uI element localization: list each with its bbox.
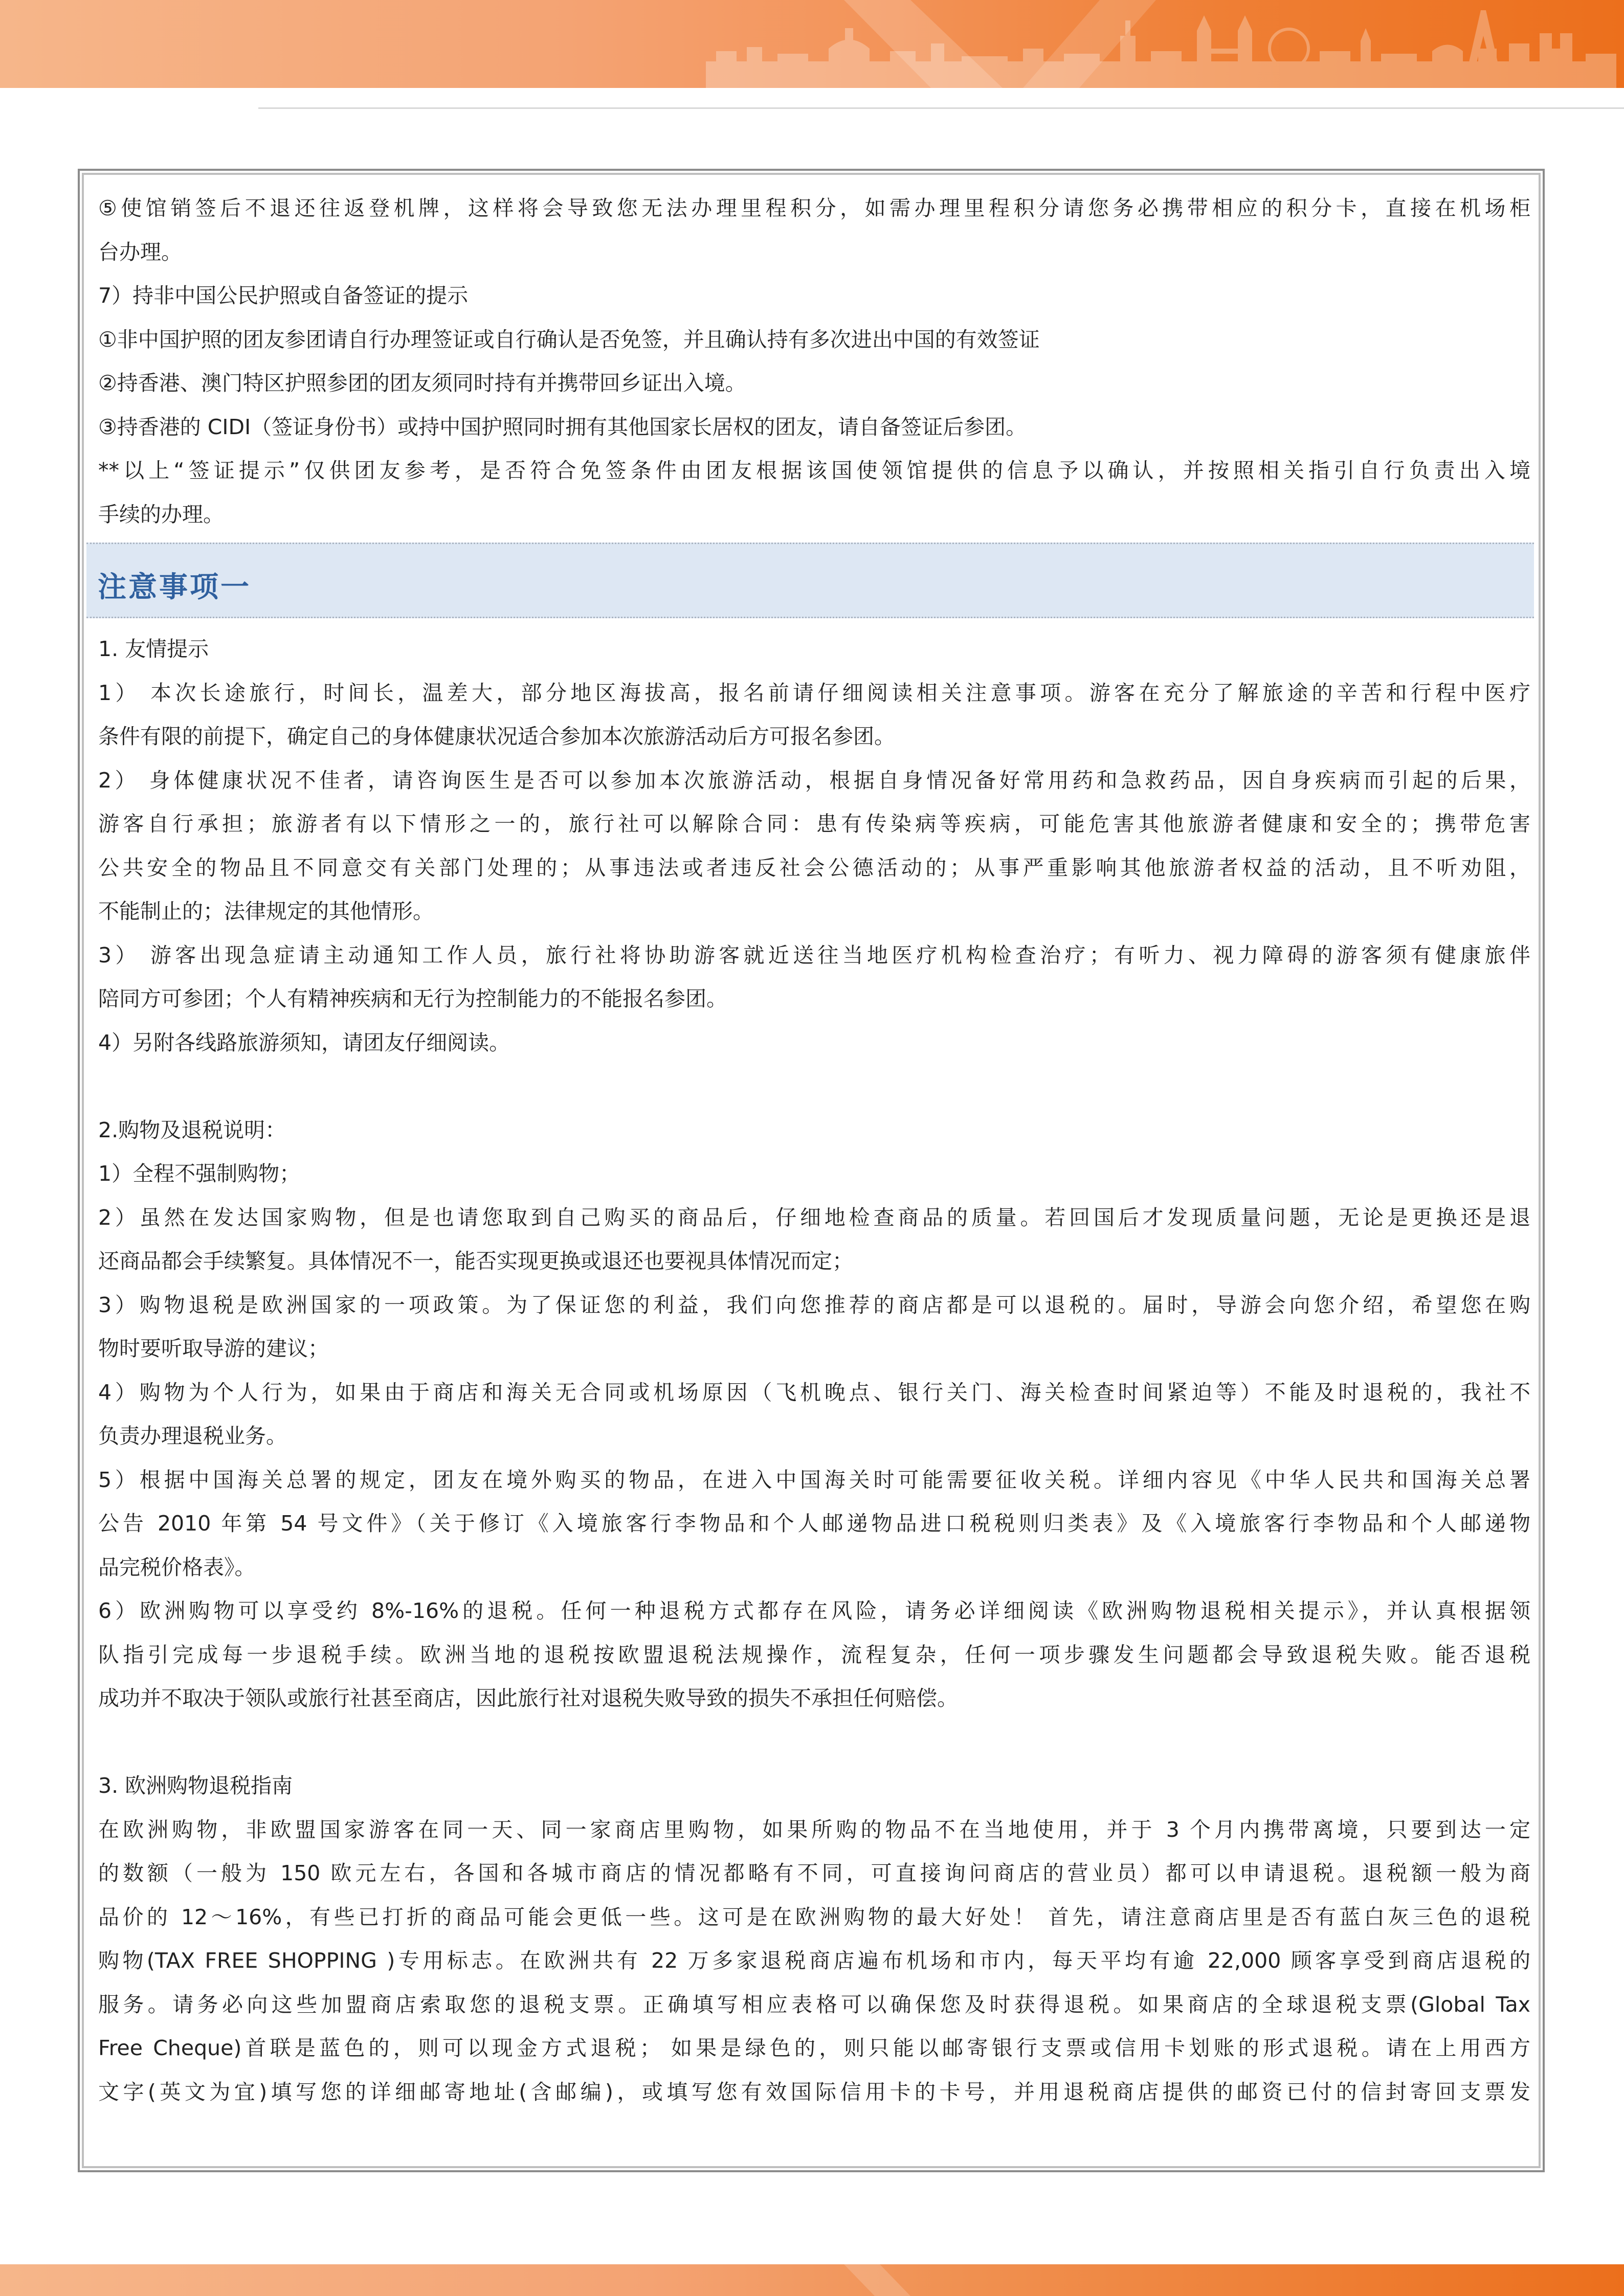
text-line: ①非中国护照的团友参团请自行办理签证或自行确认是否免签，并且确认持有多次进出中国的有效签证 [98,327,1040,352]
text-line: 3）购物退税是欧洲国家的一项政策。为了保证您的利益，我们向您推荐的商店都是可以退税的。届时，导游会向您介绍，希望您在购 [98,1292,1530,1317]
text-line: 还商品都会手续繁复。具体情况不一，能否实现更换或退还也要视具体情况而定； [98,1249,853,1273]
text-line: 6）欧洲购物可以享受约 8%-16%的退税。任何一种退税方式都存在风险，请务必详细阅读《欧洲购物退税相关提示》，并认真根据领 [98,1599,1530,1623]
text-line: 品完税价格表》。 [98,1555,256,1580]
text-line: 物时要听取导游的建议； [98,1336,329,1361]
header-divider [258,107,1624,109]
text-line: Free Cheque)首联是蓝色的，则可以现金方式退税； 如果是绿色的，则只能以邮寄银行支票或信用卡划账的形式退税。请在上用西方 [98,2036,1530,2060]
text-line: 5）根据中国海关总署的规定，团友在境外购买的物品，在进入中国海关时可能需要征收关税。详细内容见《中华人民共和国海关总署 [98,1467,1530,1492]
notes-body [98,627,1530,2114]
section-title: 注意事项一 [98,571,251,604]
text-line: ③持香港的 CIDI（签证身份书）或持中国护照同时拥有其他国家长居权的团友，请自备签证后参团。 [98,414,1027,439]
text-line: 购物(TAX FREE SHOPPING )专用标志。在欧洲共有 22 万多家退税商店遍布机场和市内，每天平均有逾 22,000 顾客享受到商店退税的 [98,1948,1530,1973]
spacer [98,1065,1530,1109]
text-line: 队指引完成每一步退税手续。欧洲当地的退税按欧盟退税法规操作，流程复杂，任何一项步骤发生问题都会导致退税失败。能否退税 [98,1642,1530,1667]
text-line: 成功并不取决于领队或旅行社甚至商店，因此旅行社对退税失败导致的损失不承担任何赔偿。 [98,1686,958,1710]
footer-stripe-decoration [0,2264,1624,2296]
heading-friendly-tips: 1. 友情提示 [98,637,209,661]
text-line: ⑤使馆销签后不退还往返登机牌，这样将会导致您无法办理里程积分，如需办理里程积分请您务必携带相应的积分卡，直接在机场柜 [98,196,1530,220]
text-line: 不能制止的；法律规定的其他情形。 [98,899,434,924]
heading-tax-refund-guide: 3. 欧洲购物退税指南 [98,1773,293,1798]
text-line: 游客自行承担；旅游者有以下情形之一的，旅行社可以解除合同：患有传染病等疾病，可能危害其他旅游者健康和安全的；携带危害 [98,812,1530,836]
spacer [98,1721,1530,1765]
text-line: 文字(英文为宜)填写您的详细邮寄地址(含邮编)，或填写您有效国际信用卡的卡号，并用退税商店提供的邮资已付的信封寄回支票发 [98,2079,1530,2104]
page-content [98,187,1530,2114]
text-line: 1） 本次长途旅行，时间长，温差大，部分地区海拔高，报名前请仔细阅读相关注意事项。游客在充分了解旅途的辛苦和行程中医疗 [98,680,1530,705]
text-line: 服务。请务必向这些加盟商店索取您的退税支票。正确填写相应表格可以确保您及时获得退税。如果商店的全球退税支票(Global Tax [98,1992,1530,2017]
city-skyline-illustration [0,0,1624,88]
text-line: 公告 2010 年第 54 号文件》（关于修订《入境旅客行李物品和个人邮递物品进口税税则归类表》及《入境旅客行李物品和个人邮递物 [98,1511,1530,1536]
text-line: 陪同方可参团；个人有精神疾病和无行为控制能力的不能报名参团。 [98,986,727,1011]
text-line: 台办理。 [98,239,182,264]
text-line: 手续的办理。 [98,502,224,527]
text-line: 在欧洲购物，非欧盟国家游客在同一天、同一家商店里购物，如果所购的物品不在当地使用，并于 3 个月内携带离境，只要到达一定 [98,1817,1530,1842]
text-line: 4）购物为个人行为，如果由于商店和海关无合同或机场原因（飞机晚点、银行关门、海关检查时间紧迫等）不能及时退税的，我社不 [98,1380,1530,1405]
text-line: 品价的 12～16%，有些已打折的商品可能会更低一些。这可是在欧洲购物的最大好处！ 首先，请注意商店里是否有蓝白灰三色的退税 [98,1904,1530,1929]
text-line: 2） 身体健康状况不佳者，请咨询医生是否可以参加本次旅游活动，根据自身情况备好常用药和急救药品，因自身疾病而引起的后果， [98,768,1530,793]
text-line: ②持香港、澳门特区护照参团的团友须同时持有并携带回乡证出入境。 [98,371,746,395]
header-banner [0,0,1624,88]
heading-shopping: 2.购物及退税说明： [98,1117,286,1142]
text-line: 1）全程不强制购物； [98,1161,301,1186]
visa-notes-block [98,187,1530,536]
text-line: 3） 游客出现急症请主动通知工作人员，旅行社将协助游客就近送往当地医疗机构检查治疗；有听力、视力障碍的游客须有健康旅伴 [98,942,1530,967]
text-line: 4）另附各线路旅游须知，请团友仔细阅读。 [98,1030,510,1055]
text-line: **以上“签证提示”仅供团友参考，是否符合免签条件由团友根据该国使领馆提供的信息予以确认，并按照相关指引自行负责出入境 [98,458,1530,483]
footer-banner [0,2264,1624,2296]
text-line: 的数额（一般为 150 欧元左右，各国和各城市商店的情况都略有不同，可直接询问商店的营业员）都可以申请退税。退税额一般为商 [98,1861,1530,1885]
text-line: 2）虽然在发达国家购物，但是也请您取到自己购买的商品后，仔细地检查商品的质量。若回国后才发现质量问题，无论是更换还是退 [98,1205,1530,1230]
text-line: 公共安全的物品且不同意交有关部门处理的；从事违法或者违反社会公德活动的；从事严重影响其他旅游者权益的活动，且不听劝阻， [98,855,1530,880]
section-header [86,543,1534,618]
text-line: 负责办理退税业务。 [98,1424,287,1448]
text-line: 7）持非中国公民护照或自备签证的提示 [98,283,469,308]
text-line: 条件有限的前提下，确定自己的身体健康状况适合参加本次旅游活动后方可报名参团。 [98,724,895,749]
